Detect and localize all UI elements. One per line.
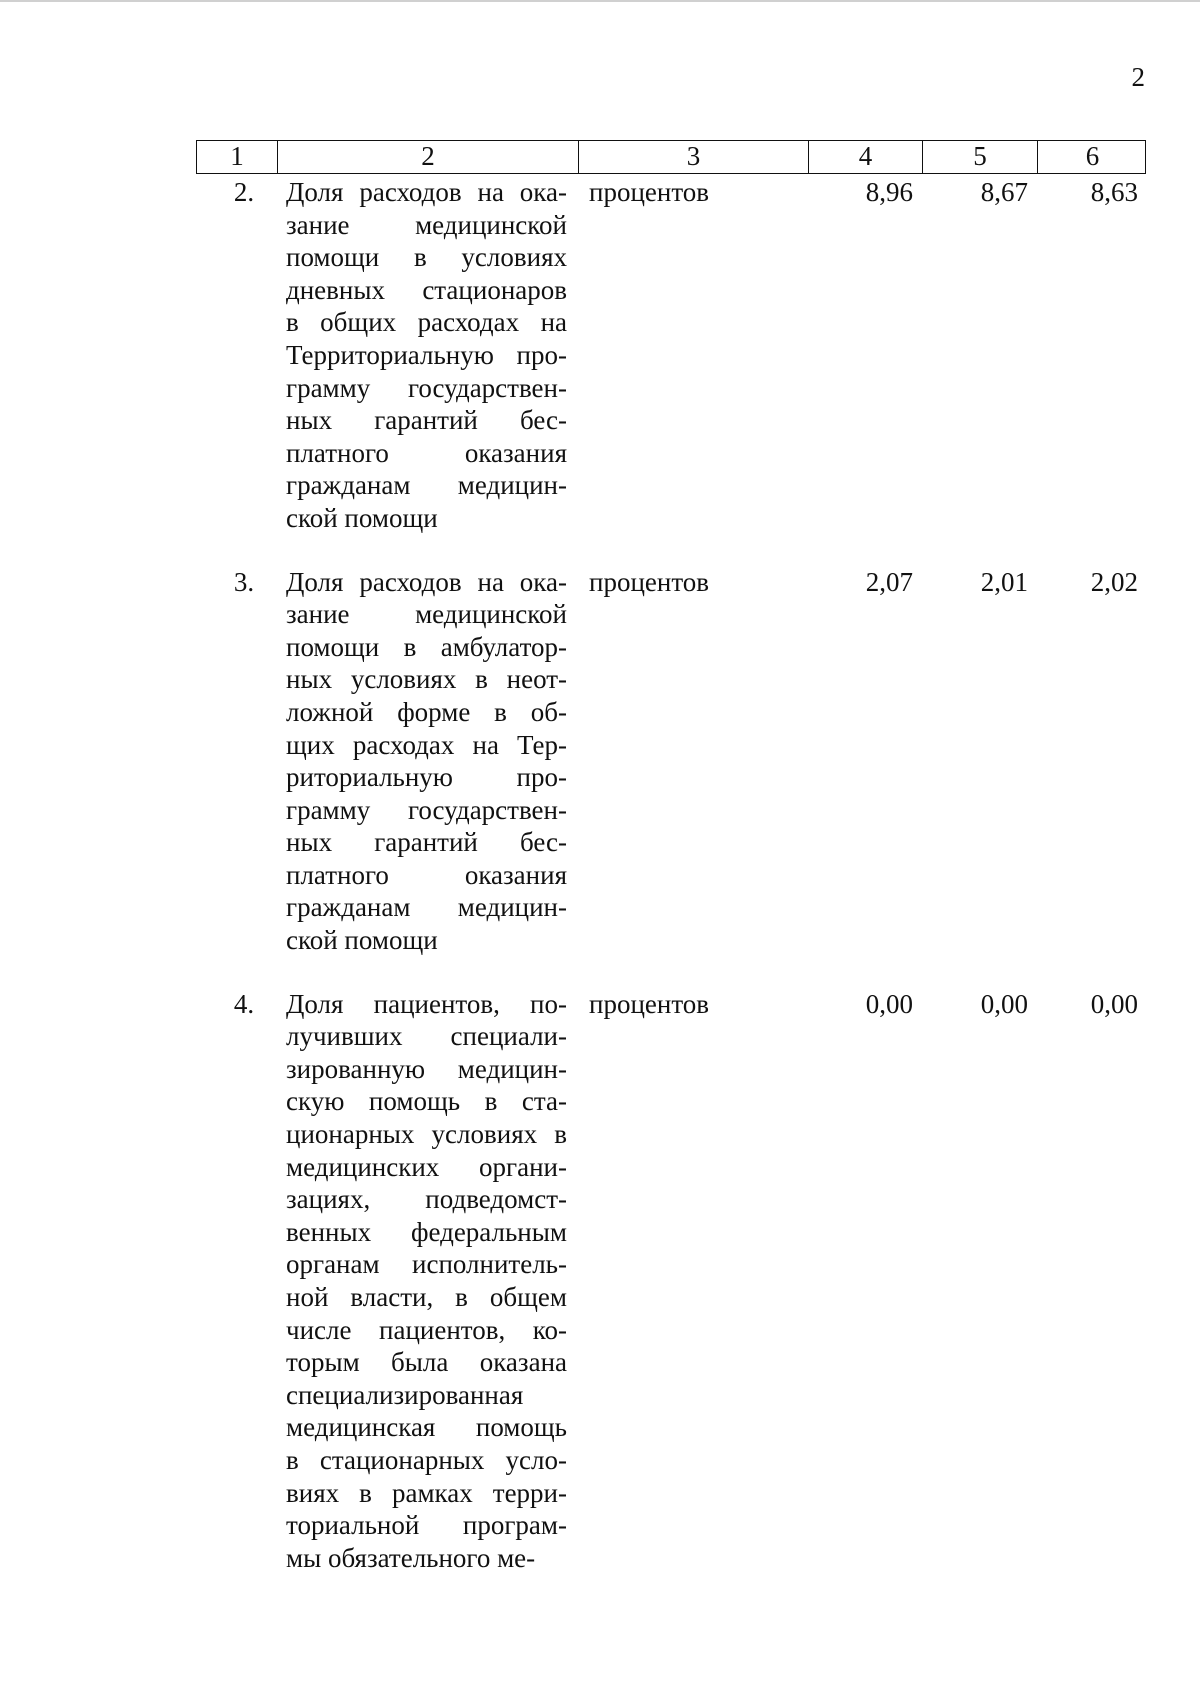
description-line: медицинских органи- — [286, 1151, 567, 1182]
table-row — [196, 988, 1146, 1575]
table-header-row — [196, 140, 1146, 174]
description-line: зациях, подведомст- — [286, 1184, 567, 1215]
description-line: торым была оказана — [286, 1347, 567, 1378]
description-line: гражданам медицин- — [286, 892, 567, 923]
description-line: в общих расходах на — [286, 307, 567, 338]
description-line: ных гарантий бес- — [286, 405, 567, 436]
header-cell-col-5: 5 — [922, 141, 1037, 173]
description-line: медицинская помощь — [286, 1412, 567, 1443]
description-line: числе пациентов, ко- — [286, 1314, 567, 1345]
description-line: ской помощи — [286, 925, 438, 956]
unit-of-measure: процентов — [589, 177, 710, 207]
description-line: риториальную про- — [286, 762, 567, 793]
page-number: 2 — [1131, 62, 1145, 92]
description-line: платного оказания — [286, 437, 567, 468]
description-line: Доля расходов на ока- — [286, 177, 567, 207]
description-line: зированную медицин- — [286, 1053, 567, 1084]
row-number: 2. — [233, 177, 255, 207]
row-number: 4. — [233, 988, 255, 1019]
description-line: зание медицинской — [286, 209, 567, 240]
description-line: ционарных условиях в — [286, 1119, 567, 1150]
value-col-5: 2,01 — [980, 566, 1028, 597]
value-col-5: 8,67 — [980, 177, 1028, 207]
description-line: венных федеральным — [286, 1216, 567, 1247]
table-row — [196, 566, 1146, 957]
description-line: грамму государствен- — [286, 794, 567, 825]
description-line: Доля пациентов, по- — [286, 988, 567, 1019]
header-cell-col-2: 2 — [277, 141, 578, 173]
value-col-6: 8,63 — [1090, 177, 1138, 207]
description-line: гражданам медицин- — [286, 470, 567, 501]
description-line: ной власти, в общем — [286, 1282, 567, 1312]
description-line: ложной форме в об- — [286, 696, 567, 727]
description-line: лучивших специали- — [286, 1021, 567, 1052]
indicator-description — [276, 566, 577, 957]
value-col-6: 0,00 — [1090, 988, 1138, 1019]
description-line: специализированная — [286, 1379, 524, 1410]
header-cell-col-4: 4 — [808, 141, 922, 173]
row-number: 3. — [233, 566, 255, 597]
description-line: зание медицинской — [286, 599, 567, 630]
value-col-4: 8,96 — [865, 177, 913, 207]
description-line: мы обязательного ме- — [286, 1542, 536, 1573]
description-line: виях в рамках терри- — [286, 1477, 567, 1508]
indicator-description — [276, 176, 577, 535]
top-edge-line — [0, 0, 1200, 2]
description-line: щих расходах на Тер- — [286, 729, 567, 760]
description-line: скую помощь в ста- — [286, 1086, 567, 1117]
description-line: органам исполнитель- — [286, 1249, 567, 1280]
description-line: ской помощи — [286, 502, 438, 533]
description-line: грамму государствен- — [286, 372, 567, 403]
description-line: в стационарных усло- — [286, 1444, 567, 1475]
description-line: помощи в амбулатор- — [286, 631, 567, 662]
description-line: Территориальную про- — [286, 339, 567, 370]
unit-of-measure: процентов — [589, 566, 710, 597]
header-cell-col-1: 1 — [230, 141, 244, 171]
indicator-description — [276, 988, 577, 1575]
description-line: ных условиях в неот- — [286, 664, 567, 695]
description-line: дневных стационаров — [286, 274, 567, 305]
description-line: ториальной програм- — [286, 1510, 567, 1541]
value-col-4: 2,07 — [865, 566, 913, 597]
table-body — [196, 176, 1146, 1605]
value-col-5: 0,00 — [980, 988, 1028, 1019]
header-cell-col-3: 3 — [578, 141, 808, 173]
value-col-4: 0,00 — [865, 988, 913, 1019]
description-line: ных гарантий бес- — [286, 827, 567, 858]
table-row — [196, 176, 1146, 535]
description-line: Доля расходов на ока- — [286, 566, 567, 597]
unit-of-measure: процентов — [589, 988, 710, 1019]
description-line: платного оказания — [286, 859, 567, 890]
description-line: помощи в условиях — [286, 242, 567, 273]
header-cell-col-6: 6 — [1037, 141, 1147, 173]
value-col-6: 2,02 — [1090, 566, 1138, 597]
